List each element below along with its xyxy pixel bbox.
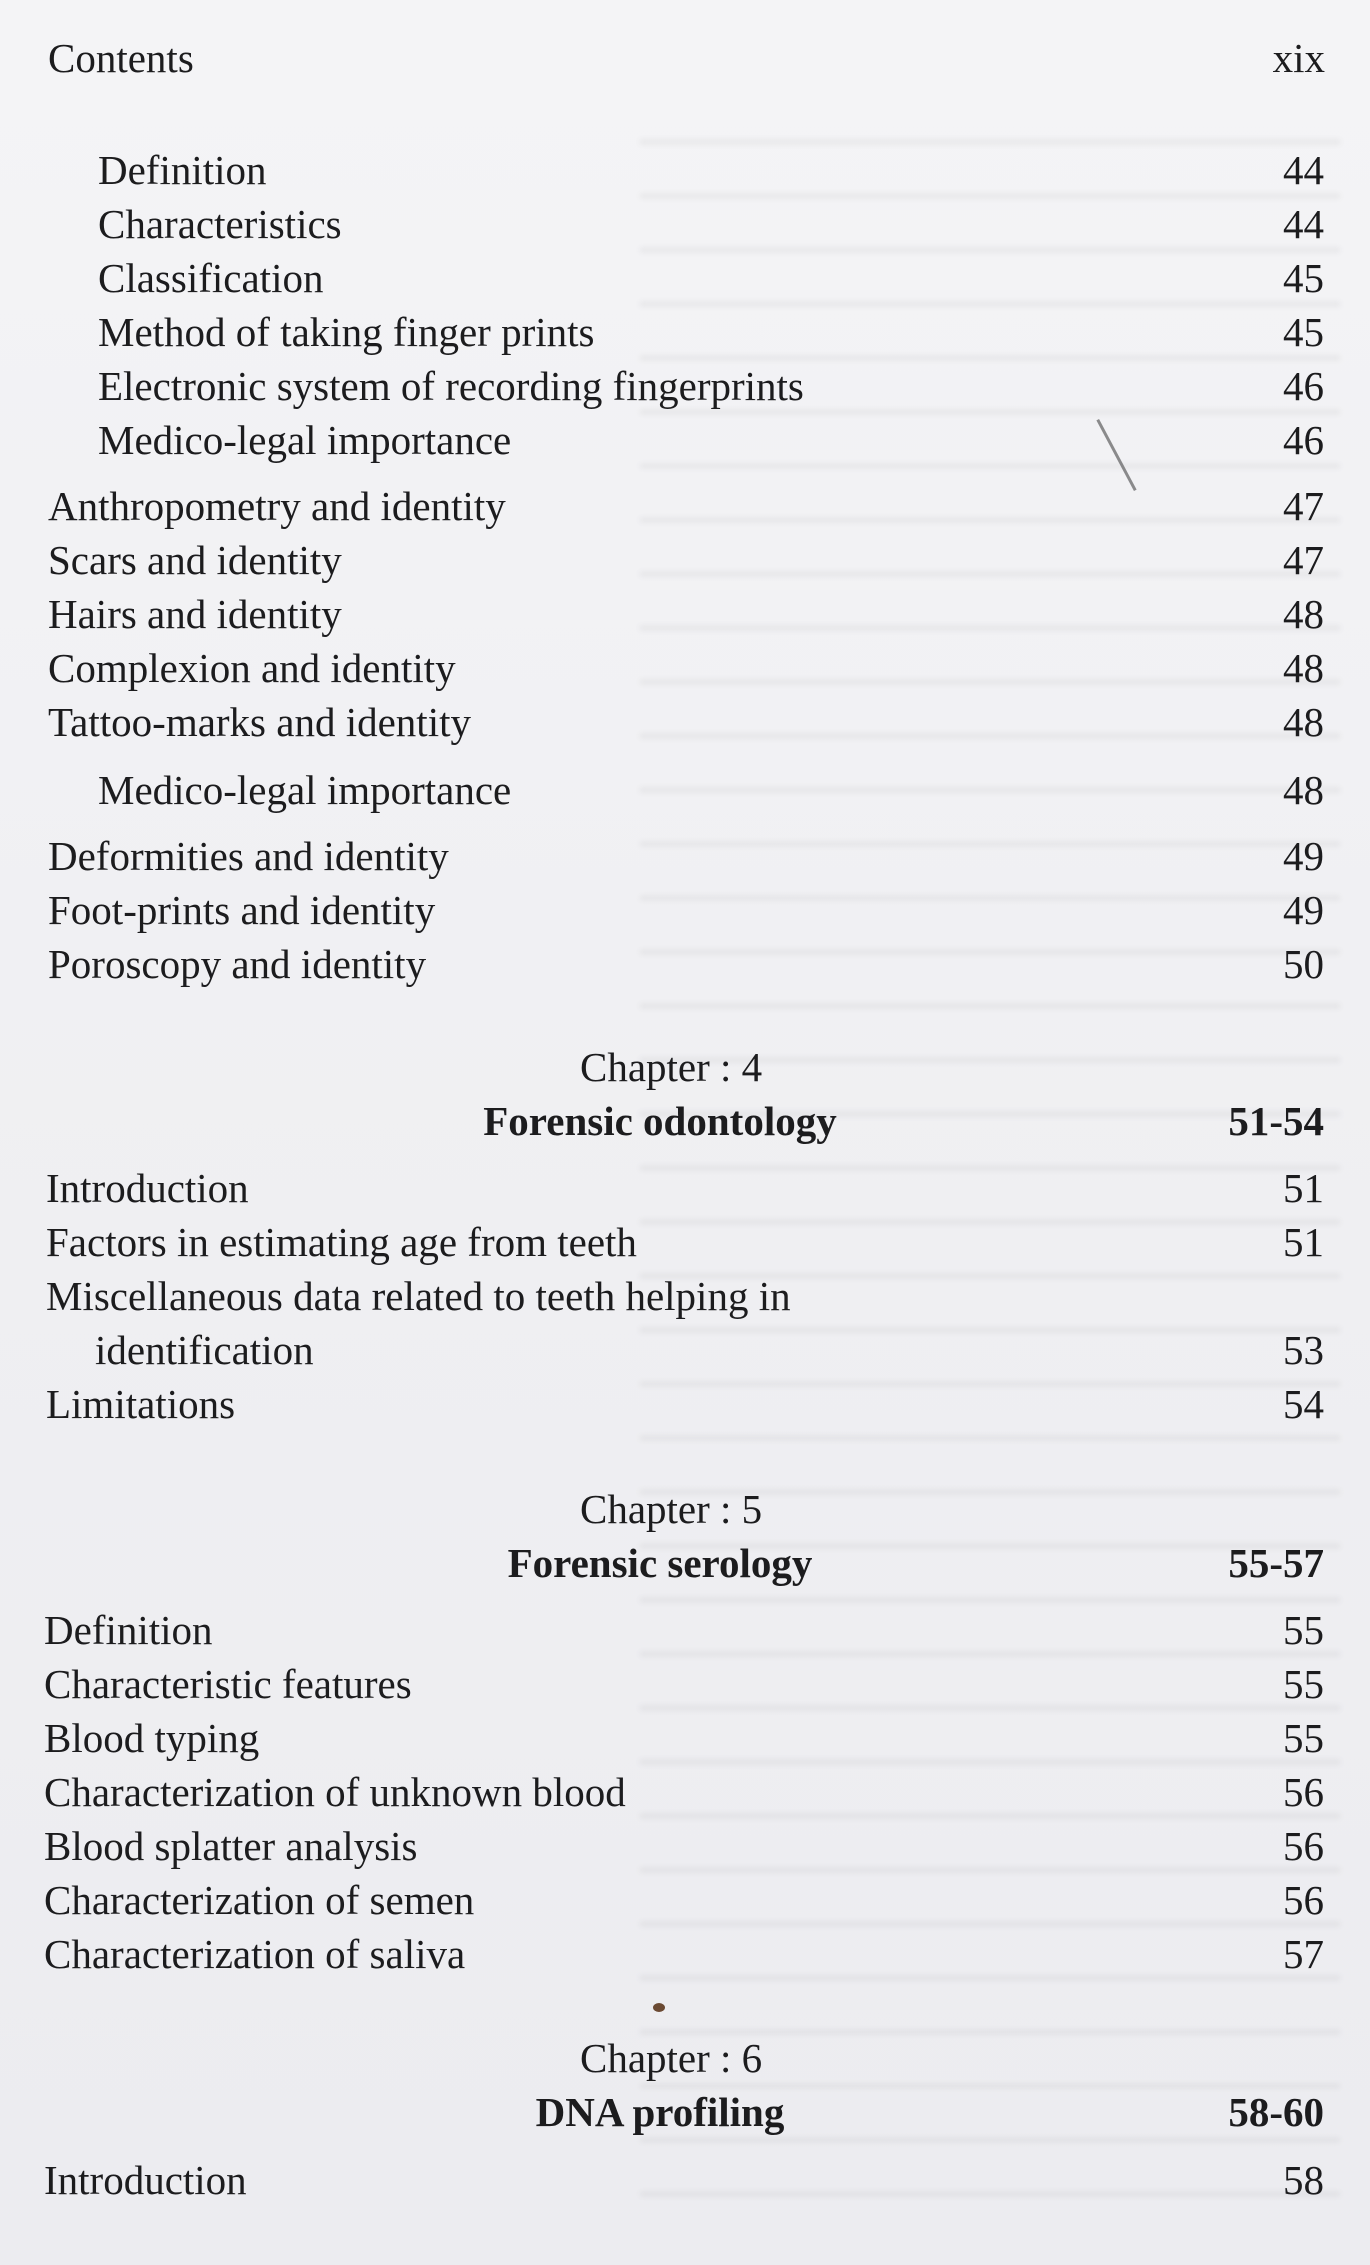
- entry-title: Miscellaneous data related to teeth helping in: [46, 1273, 791, 1319]
- toc-entry: [0, 1927, 1370, 1981]
- toc-entry: [0, 763, 1370, 817]
- entry-title: Classification: [98, 255, 324, 301]
- chapter-heading: [0, 1093, 1370, 1149]
- entry-page: 56: [1283, 1769, 1324, 1815]
- entry-page: 48: [1283, 767, 1324, 813]
- entry-title: Introduction: [46, 1165, 249, 1211]
- entry-title: Factors in estimating age from teeth: [46, 1219, 637, 1265]
- entry-page: 44: [1283, 147, 1324, 193]
- entry-page: 44: [1283, 201, 1324, 247]
- entry-page: 50: [1283, 941, 1324, 987]
- entry-title: Introduction: [44, 2157, 247, 2203]
- entry-title: Poroscopy and identity: [48, 941, 427, 987]
- entry-page: 45: [1283, 255, 1324, 301]
- entry-page: 56: [1283, 1823, 1324, 1869]
- toc-entry: [0, 1603, 1370, 1657]
- entry-page: 55: [1283, 1607, 1324, 1653]
- chapter-page-range: 55-57: [1228, 1540, 1324, 1586]
- entry-title: Characterization of semen: [44, 1877, 475, 1923]
- entry-page: 51: [1283, 1219, 1324, 1265]
- toc-entry: [0, 1323, 1370, 1377]
- toc-entry: [0, 2153, 1370, 2207]
- entry-title: Blood splatter analysis: [44, 1823, 418, 1869]
- entry-page: 54: [1283, 1381, 1324, 1427]
- toc-entry: [0, 1161, 1370, 1215]
- chapter-number: Chapter : 4: [580, 1044, 763, 1090]
- entry-title: Characteristics: [98, 201, 342, 247]
- toc-entry: [0, 1873, 1370, 1927]
- chapter-number: Chapter : 5: [580, 1486, 763, 1532]
- toc-entry: [0, 883, 1370, 937]
- entry-title: Definition: [44, 1607, 213, 1653]
- toc-entry: [0, 533, 1370, 587]
- chapter-title: Forensic odontology: [483, 1098, 837, 1144]
- entry-page: 45: [1283, 309, 1324, 355]
- chapter-label: [0, 1040, 1370, 1094]
- entry-page: 53: [1283, 1327, 1324, 1373]
- entry-title: Foot-prints and identity: [48, 887, 436, 933]
- chapter-heading: [0, 1535, 1370, 1591]
- chapter-title: DNA profiling: [535, 2089, 785, 2135]
- toc-entry: [0, 1657, 1370, 1711]
- entry-page: 58: [1283, 2157, 1324, 2203]
- chapter-page-range: 51-54: [1228, 1098, 1324, 1144]
- toc-entry: [0, 1711, 1370, 1765]
- toc-entry: [0, 829, 1370, 883]
- entry-title: Medico-legal importance: [98, 767, 512, 813]
- toc-entry: [0, 413, 1370, 467]
- page-header: [48, 34, 1325, 90]
- entry-title: Characteristic features: [44, 1661, 412, 1707]
- entry-page: 46: [1283, 417, 1324, 463]
- entry-title: Hairs and identity: [48, 591, 342, 637]
- toc-entry: [0, 305, 1370, 359]
- toc-entry: [0, 479, 1370, 533]
- chapter-number: Chapter : 6: [580, 2035, 763, 2081]
- chapter-label: [0, 2031, 1370, 2085]
- entry-title: Blood typing: [44, 1715, 260, 1761]
- entry-page: 48: [1283, 645, 1324, 691]
- toc-entry: [0, 251, 1370, 305]
- running-head: Contents: [48, 35, 194, 81]
- entry-title: Deformities and identity: [48, 833, 449, 879]
- entry-title: Medico-legal importance: [98, 417, 512, 463]
- toc-entry: [0, 641, 1370, 695]
- entry-page: 56: [1283, 1877, 1324, 1923]
- chapter-title: Forensic serology: [507, 1540, 813, 1586]
- entry-title: Characterization of unknown blood: [44, 1769, 626, 1815]
- toc-entry: [0, 1765, 1370, 1819]
- entry-page: 49: [1283, 833, 1324, 879]
- entry-title: identification: [95, 1327, 314, 1373]
- entry-page: 47: [1283, 483, 1324, 529]
- toc-entry: [0, 359, 1370, 413]
- toc-entry: [0, 587, 1370, 641]
- entry-title: Limitations: [46, 1381, 236, 1427]
- toc-entry: [0, 1377, 1370, 1431]
- entry-title: Electronic system of recording fingerprints: [98, 363, 804, 409]
- chapter-label: [0, 1482, 1370, 1536]
- toc-entry: [0, 143, 1370, 197]
- entry-page: 48: [1283, 699, 1324, 745]
- entry-title: Definition: [98, 147, 267, 193]
- entry-page: 49: [1283, 887, 1324, 933]
- entry-title: Anthropometry and identity: [48, 483, 506, 529]
- ink-speck: [653, 2003, 665, 2012]
- toc-entry: [0, 197, 1370, 251]
- entry-page: 55: [1283, 1715, 1324, 1761]
- entry-title: Complexion and identity: [48, 645, 456, 691]
- toc-entry: [0, 695, 1370, 749]
- entry-title: Tattoo-marks and identity: [48, 699, 471, 745]
- page-number: xix: [1272, 35, 1325, 81]
- entry-title: Method of taking finger prints: [98, 309, 595, 355]
- entry-page: 55: [1283, 1661, 1324, 1707]
- entry-title: Characterization of saliva: [44, 1931, 466, 1977]
- entry-page: 47: [1283, 537, 1324, 583]
- toc-entry: [0, 937, 1370, 991]
- toc-entry: [0, 1819, 1370, 1873]
- entry-page: 46: [1283, 363, 1324, 409]
- entry-page: 57: [1283, 1931, 1324, 1977]
- entry-title: Scars and identity: [48, 537, 342, 583]
- toc-entry: [0, 1269, 1370, 1323]
- chapter-page-range: 58-60: [1228, 2089, 1324, 2135]
- entry-page: 51: [1283, 1165, 1324, 1211]
- entry-page: 48: [1283, 591, 1324, 637]
- chapter-heading: [0, 2084, 1370, 2140]
- toc-entry: [0, 1215, 1370, 1269]
